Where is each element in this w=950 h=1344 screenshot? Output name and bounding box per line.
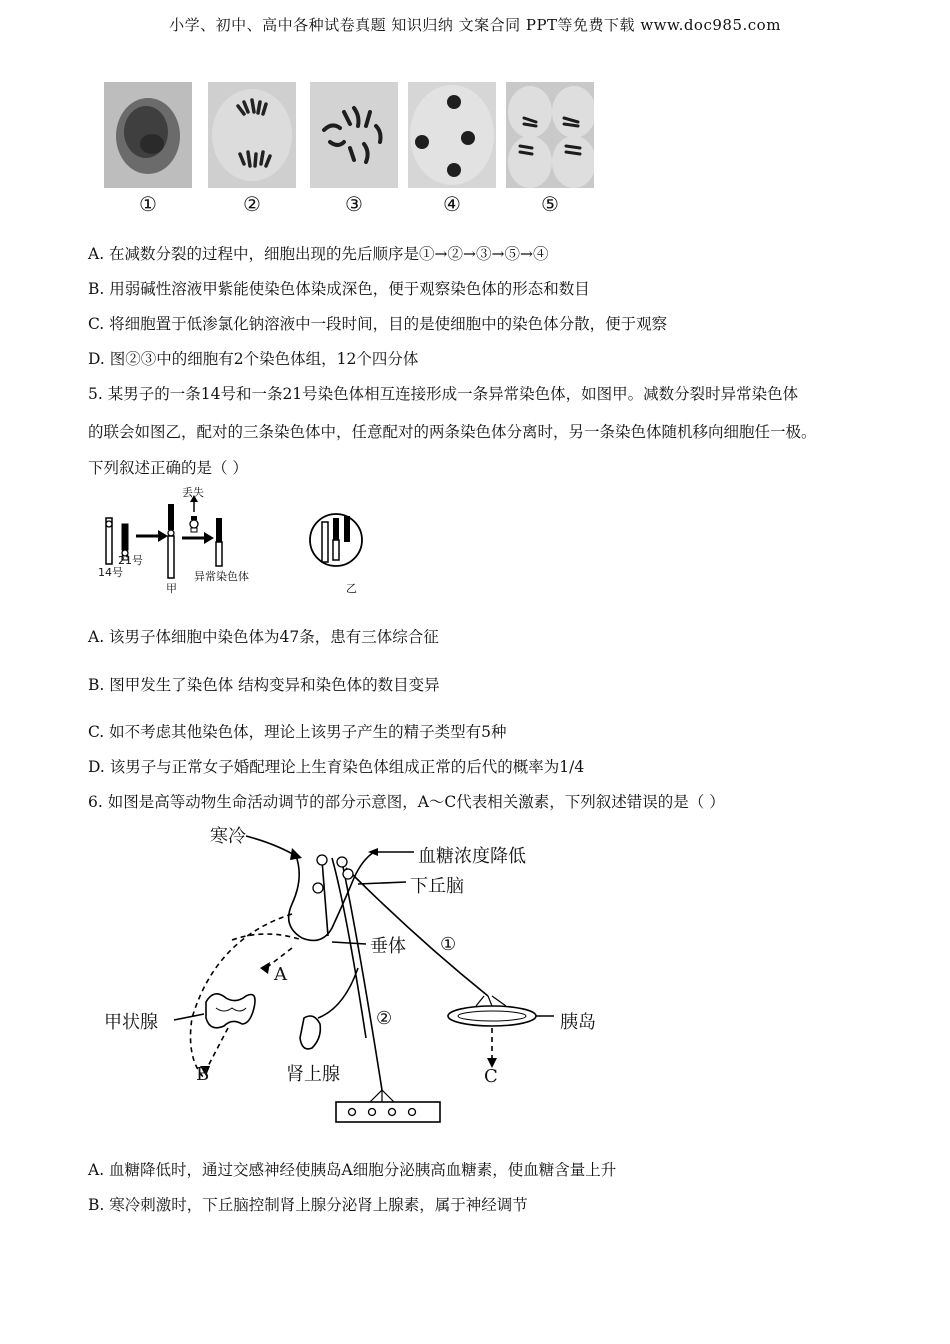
q5-option-b: B. 图甲发生了染色体 结构变异和染色体的数目变异	[88, 676, 440, 694]
label-21: 21号	[118, 554, 143, 567]
q5-stem-line-2: 的联会如图乙，配对的三条染色体中，任意配对的两条染色体分离时，另一条染色体随机移向细胞任一极。	[88, 423, 817, 441]
label-14: 14号	[98, 566, 123, 579]
q5-stem-line-3: 下列叙述正确的是（ ）	[88, 459, 248, 477]
micrograph-label-4: ④	[443, 192, 461, 216]
label-low-glucose: 血糖浓度降低	[418, 846, 526, 867]
q6-figure	[96, 818, 656, 1148]
micrograph-5	[506, 82, 594, 188]
q5-option-c: C. 如不考虑其他染色体，理论上该男子产生的精子类型有5种	[88, 723, 507, 741]
micrograph-3	[310, 82, 398, 188]
q6-option-a: A. 血糖降低时，通过交感神经使胰岛A细胞分泌胰高血糖素，使血糖含量上升	[88, 1161, 617, 1179]
micrograph-4	[408, 82, 496, 188]
label-hypothalamus: 下丘脑	[410, 876, 464, 897]
page-header: 小学、初中、高中各种试卷真题 知识归纳 文案合同 PPT等免费下载 www.doc985.com	[169, 16, 781, 34]
micrograph-2	[208, 82, 296, 188]
label-thyroid: 甲状腺	[104, 1012, 158, 1033]
label-lost: 丢失	[182, 486, 204, 499]
label-abnormal: 异常染色体	[194, 570, 249, 583]
micrograph-label-5: ⑤	[541, 192, 559, 216]
micrograph-label-3: ③	[345, 192, 363, 216]
q5-stem-line-1: 5. 某男子的一条14号和一条21号染色体相互连接形成一条异常染色体，如图甲。减数分裂时异常染色体	[88, 385, 799, 403]
label-cold: 寒冷	[210, 826, 246, 847]
label-yi: 乙	[346, 582, 357, 595]
q4-option-a: A. 在减数分裂的过程中，细胞出现的先后顺序是①→②→③→⑤→④	[88, 245, 549, 263]
q4-option-b: B. 用弱碱性溶液甲紫能使染色体染成深色，便于观察染色体的形态和数目	[88, 280, 590, 298]
label-hormone-c: C	[484, 1066, 498, 1087]
label-neuron-2: ②	[376, 1008, 393, 1029]
q4-option-c: C. 将细胞置于低渗氯化钠溶液中一段时间，目的是使细胞中的染色体分散，便于观察	[88, 315, 668, 333]
label-pituitary: 垂体	[370, 936, 406, 957]
label-hormone-b: B	[196, 1064, 210, 1085]
label-hormone-a: A	[274, 964, 287, 985]
label-adrenal: 肾上腺	[286, 1064, 340, 1085]
label-islet: 胰岛	[560, 1012, 596, 1033]
q5-option-d: D. 该男子与正常女子婚配理论上生育染色体组成正常的后代的概率为1/4	[88, 758, 585, 776]
micrograph-1	[104, 82, 192, 188]
micrograph-label-2: ②	[243, 192, 261, 216]
micrograph-label-1: ①	[139, 192, 157, 216]
q4-option-d: D. 图②③中的细胞有2个染色体组，12个四分体	[88, 350, 419, 368]
q5-option-a: A. 该男子体细胞中染色体为47条，患有三体综合征	[88, 628, 439, 646]
label-jia: 甲	[166, 582, 177, 595]
label-neuron-1: ①	[440, 934, 457, 955]
q6-stem: 6. 如图是高等动物生命活动调节的部分示意图，A～C代表相关激素，下列叙述错误的是（ ）	[88, 793, 725, 811]
q6-option-b: B. 寒冷刺激时，下丘脑控制肾上腺分泌肾上腺素，属于神经调节	[88, 1196, 528, 1214]
q5-figure	[96, 484, 396, 600]
